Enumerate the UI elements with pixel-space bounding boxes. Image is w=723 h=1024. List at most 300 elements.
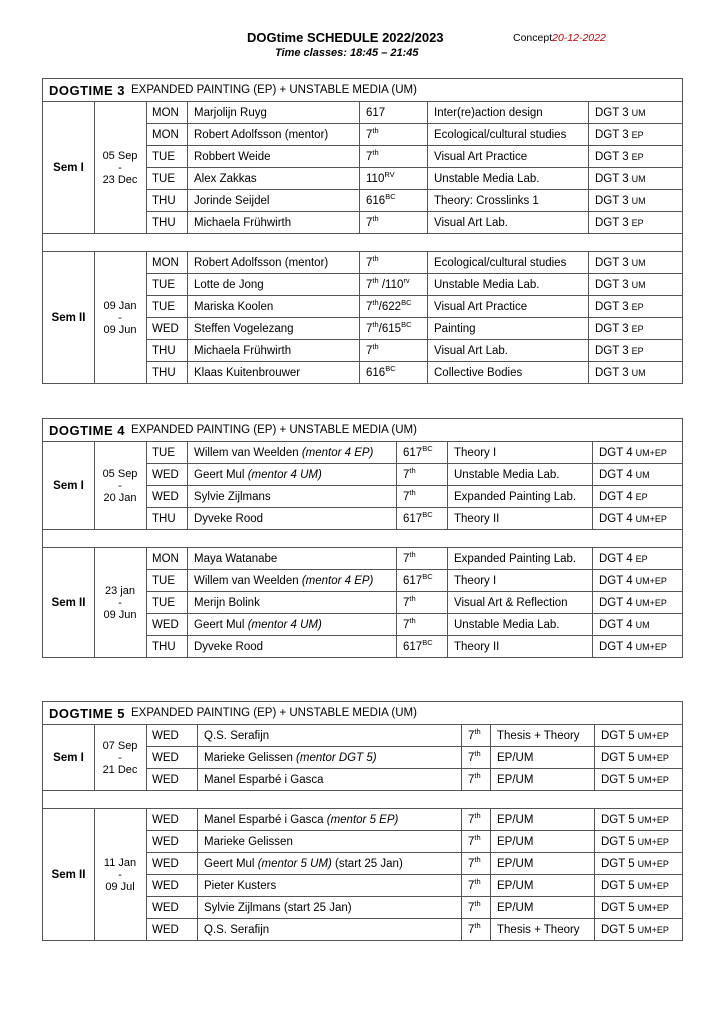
- course-cell: [448, 548, 593, 569]
- teacher-name: Pieter Kusters: [204, 879, 277, 892]
- dgt-track: UM+EP: [635, 575, 667, 586]
- teacher-cell: [198, 853, 462, 874]
- course-cell: [448, 508, 593, 529]
- day-text: MON: [152, 128, 179, 141]
- dgt-track: UM: [635, 469, 650, 480]
- room-number: 7: [403, 552, 410, 565]
- day-cell: [146, 548, 188, 569]
- course-cell: [428, 124, 589, 145]
- course-name: Unstable Media Lab.: [454, 618, 560, 631]
- course-name: Unstable Media Lab.: [434, 172, 540, 185]
- dgt-track: UM: [631, 107, 646, 118]
- room-cell: [462, 853, 491, 874]
- course-name: Theory II: [454, 640, 500, 653]
- day-cell: [146, 168, 188, 189]
- room-number: 7: [403, 618, 410, 631]
- room-cell: [397, 442, 448, 463]
- course-row: [146, 809, 682, 831]
- course-row: [146, 570, 682, 592]
- semester-dash: -: [118, 311, 122, 324]
- semester-label: Sem II: [43, 548, 95, 657]
- teacher-cell: [188, 340, 360, 361]
- teacher-name: Geert Mul: [194, 618, 245, 631]
- day-text: THU: [152, 216, 176, 229]
- day-text: MON: [152, 256, 179, 269]
- course-cell: [428, 296, 589, 317]
- dgt-cell: [593, 486, 684, 507]
- room-superscript: BC: [385, 192, 396, 201]
- teacher-name: Q.S. Serafijn: [204, 923, 270, 936]
- course-cell: [428, 168, 589, 189]
- course-rows: [146, 252, 682, 383]
- semester-date-start: 11 Jan: [103, 856, 137, 869]
- dgt-code: DGT 5: [601, 773, 635, 786]
- teacher-name: Geert Mul: [204, 857, 255, 870]
- course-row: [146, 831, 682, 853]
- room-cell: [462, 747, 491, 768]
- dgt-cell: [595, 769, 684, 790]
- room-superscript: BC: [422, 510, 433, 519]
- dgt-cell: [593, 548, 684, 569]
- course-cell: [428, 362, 589, 383]
- day-text: WED: [152, 923, 179, 936]
- day-text: THU: [152, 344, 176, 357]
- block-subtitle: EXPANDED PAINTING (EP) + UNSTABLE MEDIA (UM): [131, 424, 417, 436]
- dgt-track: EP: [635, 553, 648, 564]
- room-cell: [462, 725, 491, 746]
- block-header: [43, 79, 682, 102]
- course-name: EP/UM: [497, 813, 534, 826]
- room-cell: [397, 614, 448, 635]
- semester-date-end: 21 Dec: [102, 763, 138, 776]
- course-cell: [448, 636, 593, 657]
- dgt-track: UM+EP: [635, 447, 667, 458]
- dgt-code: DGT 5: [601, 835, 635, 848]
- dgt-cell: [593, 442, 684, 463]
- dgt-track: UM+EP: [635, 597, 667, 608]
- course-cell: [428, 252, 589, 273]
- day-cell: [146, 340, 188, 361]
- course-name: EP/UM: [497, 773, 534, 786]
- day-cell: [146, 875, 198, 896]
- dgt-code: DGT 4: [599, 596, 633, 609]
- teacher-cell: [188, 168, 360, 189]
- day-cell: [146, 614, 188, 635]
- dgt-code: DGT 5: [601, 813, 635, 826]
- dgt-track: UM: [631, 279, 646, 290]
- teacher-name: Klaas Kuitenbrouwer: [194, 366, 301, 379]
- course-cell: [428, 146, 589, 167]
- room-secondary: /622: [378, 300, 402, 313]
- teacher-name: Manel Esparbé i Gasca: [204, 813, 324, 826]
- day-cell: [146, 897, 198, 918]
- semester-label: Sem II: [43, 252, 95, 383]
- day-cell: [146, 919, 198, 940]
- teacher-note: (mentor 4 UM): [247, 618, 322, 631]
- room-number: 617: [403, 446, 423, 459]
- dgt-track: UM+EP: [637, 752, 669, 763]
- room-number: 7: [366, 216, 373, 229]
- semester-2: [43, 809, 682, 940]
- course-row: [146, 592, 682, 614]
- course-name: EP/UM: [497, 901, 534, 914]
- teacher-cell: [188, 146, 360, 167]
- room-superscript: BC: [385, 364, 396, 373]
- dgt-cell: [595, 725, 684, 746]
- room-number: 617: [403, 640, 423, 653]
- teacher-name: Jorinde Seijdel: [194, 194, 270, 207]
- teacher-cell: [198, 747, 462, 768]
- block-subtitle: EXPANDED PAINTING (EP) + UNSTABLE MEDIA (UM): [131, 707, 417, 719]
- course-cell: [491, 809, 595, 830]
- room-number: 616: [366, 366, 386, 379]
- dgt-cell: [595, 747, 684, 768]
- course-row: [146, 919, 682, 940]
- teacher-cell: [188, 592, 397, 613]
- teacher-cell: [188, 124, 360, 145]
- concept-date: 20-12-2022: [552, 32, 606, 44]
- dgt-track: EP: [631, 345, 644, 356]
- room-superscript: th: [409, 616, 416, 625]
- teacher-note: (mentor 4 UM): [247, 468, 322, 481]
- room-number: 7: [468, 813, 475, 826]
- dgt-code: DGT 3: [595, 216, 629, 229]
- course-name: Visual Art & Reflection: [454, 596, 568, 609]
- course-row: [146, 875, 682, 897]
- course-cell: [491, 769, 595, 790]
- day-cell: [146, 102, 188, 123]
- teacher-name: Marjolijn Ruyg: [194, 106, 267, 119]
- course-cell: [491, 875, 595, 896]
- teacher-name: Michaela Frühwirth: [194, 344, 292, 357]
- teacher-name: Willem van Weelden: [194, 574, 299, 587]
- course-rows: [146, 102, 682, 233]
- room-cell: [397, 548, 448, 569]
- dgt-code: DGT 4: [599, 468, 633, 481]
- teacher-name: Robert Adolfsson (mentor): [194, 128, 329, 141]
- dgt-track: UM+EP: [637, 730, 669, 741]
- dgt-track: EP: [631, 323, 644, 334]
- day-text: WED: [152, 490, 179, 503]
- dgt-cell: [589, 124, 684, 145]
- dgt-cell: [595, 875, 684, 896]
- course-name: Collective Bodies: [434, 366, 523, 379]
- teacher-name: Marieke Gelissen: [204, 751, 293, 764]
- teacher-name: Manel Esparbé i Gasca: [204, 773, 324, 786]
- teacher-cell: [188, 296, 360, 317]
- room-cell: [360, 340, 428, 361]
- room-superscript: th: [474, 855, 481, 864]
- day-cell: [146, 853, 198, 874]
- room-superscript: BC: [422, 572, 433, 581]
- room-superscript: th: [372, 298, 379, 307]
- room-superscript: th: [409, 488, 416, 497]
- semester-date-start: 09 Jan: [103, 299, 137, 312]
- room-superscript: th: [372, 214, 379, 223]
- course-name: Visual Art Lab.: [434, 216, 508, 229]
- dgt-cell: [593, 592, 684, 613]
- course-row: [146, 340, 682, 362]
- dgt-track: UM+EP: [635, 513, 667, 524]
- course-cell: [428, 274, 589, 295]
- day-cell: [146, 124, 188, 145]
- dgt-code: DGT 3: [595, 256, 629, 269]
- course-cell: [448, 486, 593, 507]
- dgt-cell: [589, 168, 684, 189]
- course-name: Ecological/cultural studies: [434, 128, 567, 141]
- teacher-cell: [198, 897, 462, 918]
- teacher-cell: [188, 508, 397, 529]
- day-cell: [146, 252, 188, 273]
- course-row: [146, 614, 682, 636]
- semester-label: Sem I: [43, 725, 95, 790]
- course-name: Thesis + Theory: [497, 923, 580, 936]
- day-text: THU: [152, 194, 176, 207]
- course-name: Theory II: [454, 512, 500, 525]
- course-cell: [448, 464, 593, 485]
- room-number: 7: [366, 344, 373, 357]
- day-text: TUE: [152, 278, 175, 291]
- day-text: TUE: [152, 172, 175, 185]
- dgt-code: DGT 4: [599, 640, 633, 653]
- dgt-cell: [589, 318, 684, 339]
- semester-date-start: 05 Sep: [102, 467, 138, 480]
- dgt-cell: [593, 636, 684, 657]
- day-cell: [146, 146, 188, 167]
- room-number: 7: [403, 596, 410, 609]
- semester-2: [43, 252, 682, 383]
- course-name: Painting: [434, 322, 476, 335]
- semester-dash: -: [118, 868, 122, 881]
- dgt-code: DGT 4: [599, 618, 633, 631]
- teacher-suffix: (start 25 Jan): [331, 857, 403, 870]
- room-superscript: th: [474, 899, 481, 908]
- teacher-cell: [188, 614, 397, 635]
- room-superscript: th: [474, 771, 481, 780]
- dgt-code: DGT 4: [599, 512, 633, 525]
- room-cell: [462, 769, 491, 790]
- room-cell: [360, 212, 428, 233]
- dgt-code: DGT 3: [595, 194, 629, 207]
- dgt-cell: [589, 296, 684, 317]
- day-text: WED: [152, 751, 179, 764]
- room-superscript: RV: [384, 170, 395, 179]
- day-cell: [146, 725, 198, 746]
- dgt-code: DGT 5: [601, 923, 635, 936]
- room-superscript: BC: [422, 638, 433, 647]
- room-secondary-superscript: rv: [403, 276, 410, 285]
- course-cell: [491, 897, 595, 918]
- dgt-cell: [589, 102, 684, 123]
- semester-date-start: 05 Sep: [102, 149, 138, 162]
- semester-2: [43, 548, 682, 657]
- teacher-name: Robert Adolfsson (mentor): [194, 256, 329, 269]
- day-cell: [146, 190, 188, 211]
- room-number: 7: [366, 256, 373, 269]
- room-superscript: BC: [422, 444, 433, 453]
- room-number: 7: [366, 300, 373, 313]
- course-row: [146, 124, 682, 146]
- teacher-name: Geert Mul: [194, 468, 245, 481]
- room-number: 7: [468, 751, 475, 764]
- day-text: WED: [152, 813, 179, 826]
- teacher-name: Sylvie Zijlmans (start 25 Jan): [204, 901, 352, 914]
- course-cell: [428, 190, 589, 211]
- day-cell: [146, 296, 188, 317]
- room-secondary: /615: [378, 322, 402, 335]
- course-rows: [146, 442, 682, 529]
- semester-label: Sem I: [43, 442, 95, 529]
- semester-date-end: 23 Dec: [102, 173, 138, 186]
- room-cell: [360, 274, 428, 295]
- day-cell: [146, 508, 188, 529]
- room-number: 7: [366, 322, 373, 335]
- course-cell: [428, 102, 589, 123]
- room-number: 7: [468, 857, 475, 870]
- dgt-track: EP: [635, 491, 648, 502]
- time-classes-text: Time classes: 18:45 – 21:45: [275, 47, 419, 59]
- course-name: Expanded Painting Lab.: [454, 552, 577, 565]
- course-name: Expanded Painting Lab.: [454, 490, 577, 503]
- day-text: THU: [152, 512, 176, 525]
- dgt-code: DGT 5: [601, 751, 635, 764]
- teacher-name: Q.S. Serafijn: [204, 729, 270, 742]
- course-name: Thesis + Theory: [497, 729, 580, 742]
- course-row: [146, 464, 682, 486]
- course-name: EP/UM: [497, 835, 534, 848]
- course-rows: [146, 725, 682, 790]
- dgt-track: UM+EP: [635, 641, 667, 652]
- course-row: [146, 190, 682, 212]
- teacher-name: Alex Zakkas: [194, 172, 257, 185]
- course-name: Unstable Media Lab.: [434, 278, 540, 291]
- room-superscript: th: [372, 276, 379, 285]
- semester-dash: -: [118, 596, 122, 609]
- room-superscript: th: [474, 877, 481, 886]
- room-number: 617: [366, 106, 386, 119]
- room-number: 7: [468, 923, 475, 936]
- course-cell: [448, 442, 593, 463]
- course-cell: [491, 747, 595, 768]
- schedule-block-4: [42, 418, 683, 658]
- course-row: [146, 296, 682, 318]
- teacher-cell: [188, 212, 360, 233]
- dgt-track: UM: [631, 367, 646, 378]
- day-text: TUE: [152, 300, 175, 313]
- room-cell: [397, 486, 448, 507]
- dgt-track: UM: [631, 195, 646, 206]
- dgt-code: DGT 5: [601, 879, 635, 892]
- semester-label: Sem II: [43, 809, 95, 940]
- dgt-cell: [593, 508, 684, 529]
- teacher-note: (mentor DGT 5): [296, 751, 377, 764]
- day-cell: [146, 831, 198, 852]
- dgt-code: DGT 5: [601, 901, 635, 914]
- teacher-name: Mariska Koolen: [194, 300, 274, 313]
- course-row: [146, 274, 682, 296]
- dgt-cell: [595, 809, 684, 830]
- teacher-note: (mentor 5 EP): [326, 813, 399, 826]
- day-text: TUE: [152, 150, 175, 163]
- course-name: EP/UM: [497, 751, 534, 764]
- semester-date-end: 20 Jan: [103, 491, 137, 504]
- semester-dash: -: [118, 751, 122, 764]
- semester-date-end: 09 Jun: [103, 608, 137, 621]
- dgt-track: EP: [631, 301, 644, 312]
- teacher-cell: [198, 919, 462, 940]
- teacher-cell: [198, 809, 462, 830]
- schedule-block-3: [42, 78, 683, 384]
- semester-date-end: 09 Jul: [105, 880, 135, 893]
- room-cell: [397, 636, 448, 657]
- dgt-cell: [593, 570, 684, 591]
- teacher-cell: [198, 725, 462, 746]
- dgt-track: UM+EP: [637, 836, 669, 847]
- room-number: 7: [403, 468, 410, 481]
- teacher-name: Lotte de Jong: [194, 278, 264, 291]
- dgt-cell: [593, 464, 684, 485]
- dgt-track: UM: [631, 173, 646, 184]
- day-cell: [146, 809, 198, 830]
- teacher-cell: [188, 102, 360, 123]
- room-superscript: th: [474, 833, 481, 842]
- block-code: DOGTIME 3: [49, 82, 126, 98]
- day-text: WED: [152, 901, 179, 914]
- teacher-cell: [188, 548, 397, 569]
- dgt-code: DGT 3: [595, 366, 629, 379]
- room-cell: [360, 190, 428, 211]
- block-header: [43, 419, 682, 442]
- course-cell: [428, 318, 589, 339]
- room-number: 7: [468, 835, 475, 848]
- dgt-track: UM: [635, 619, 650, 630]
- dgt-cell: [595, 831, 684, 852]
- teacher-name: Merijn Bolink: [194, 596, 260, 609]
- room-cell: [397, 570, 448, 591]
- room-cell: [397, 508, 448, 529]
- dgt-code: DGT 3: [595, 300, 629, 313]
- semester-1: [43, 442, 682, 530]
- day-cell: [146, 274, 188, 295]
- room-superscript: th: [409, 466, 416, 475]
- room-cell: [360, 146, 428, 167]
- dgt-track: EP: [631, 151, 644, 162]
- semester-dash: -: [118, 479, 122, 492]
- course-name: Inter(re)action design: [434, 106, 543, 119]
- course-name: Unstable Media Lab.: [454, 468, 560, 481]
- dgt-code: DGT 5: [601, 857, 635, 870]
- day-text: WED: [152, 857, 179, 870]
- course-row: [146, 168, 682, 190]
- teacher-name: Sylvie Zijlmans: [194, 490, 271, 503]
- course-cell: [448, 614, 593, 635]
- teacher-cell: [188, 362, 360, 383]
- course-name: Theory: Crosslinks 1: [434, 194, 539, 207]
- dgt-code: DGT 3: [595, 278, 629, 291]
- course-name: Visual Art Lab.: [434, 344, 508, 357]
- teacher-note: (mentor 5 UM): [257, 857, 332, 870]
- room-superscript: th: [474, 749, 481, 758]
- dgt-track: UM+EP: [637, 902, 669, 913]
- concept-label: [513, 32, 606, 44]
- day-text: WED: [152, 879, 179, 892]
- dgt-cell: [595, 919, 684, 940]
- dgt-cell: [593, 614, 684, 635]
- course-row: [146, 362, 682, 383]
- semester-dates: [94, 548, 147, 657]
- dgt-code: DGT 3: [595, 150, 629, 163]
- teacher-name: Dyveke Rood: [194, 512, 264, 525]
